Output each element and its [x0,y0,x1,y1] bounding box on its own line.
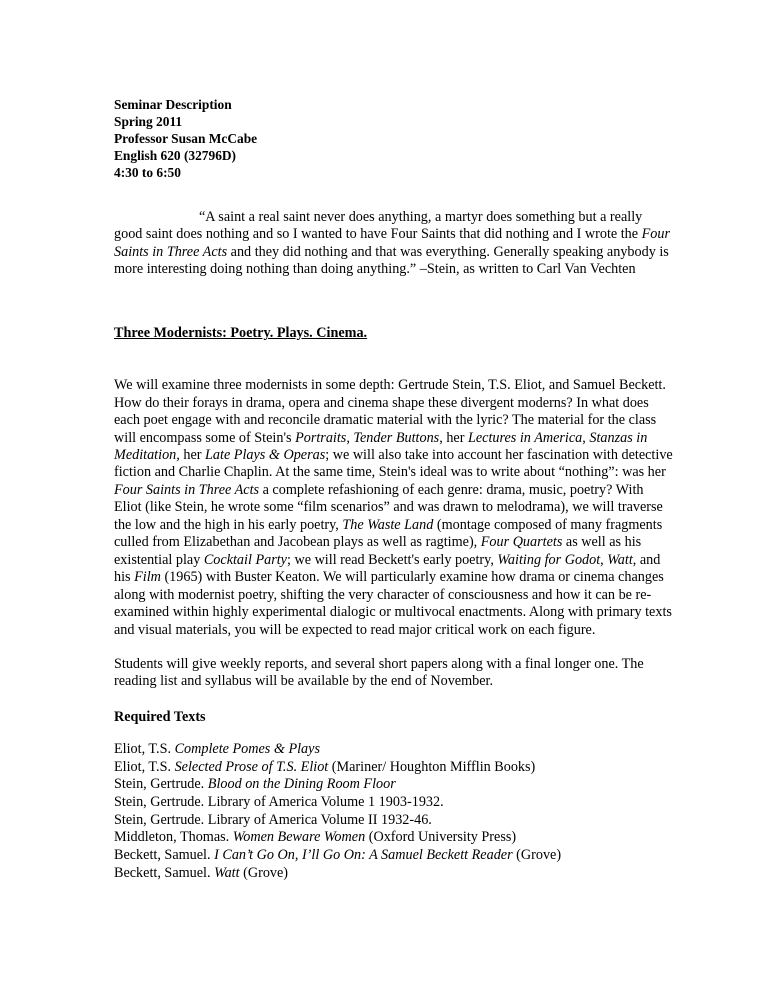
text-title: Watt [214,864,240,881]
desc-title: Waiting for Godot [497,551,601,568]
text-title: Complete Pomes & Plays [174,740,320,757]
text-title: Women Beware Women [232,829,366,846]
desc-text: ; we will also take into account her fascination with detective fiction and Charlie Chaplin. At the same time, Stein's ideal was to write about “nothing”: was her [114,447,673,481]
text-publisher: (Grove) [512,847,562,864]
list-item [114,776,674,794]
section-title: Three Modernists: Poetry. Plays. Cinema. [114,325,368,342]
text-author: Eliot, T.S. [114,740,175,757]
desc-title: Film [134,569,161,586]
text-author: Stein, Gertrude. [114,776,208,793]
text-author: Beckett, Samuel. [114,847,215,864]
course-description [114,377,674,639]
seminar-header [114,96,674,181]
quote-part-1: “A saint a real saint never does anything, a martyr does something but a really good saint does nothing and so I wanted to have Four Saints that did nothing and I wrote the [114,209,643,243]
list-item [114,829,674,847]
text-author: Eliot, T.S. [114,758,175,775]
list-item [114,741,674,759]
desc-text: (montage composed of many fragments culled from Elizabethan and Jacobean plays as well as ragtime), [114,516,663,551]
list-item [114,847,674,865]
required-texts-heading: Required Texts [114,708,206,725]
header-professor: Professor Susan McCabe [114,131,258,146]
header-seminar-description: Seminar Description [114,97,232,112]
desc-text: , her [439,429,468,446]
text-publisher: (Oxford University Press) [365,829,517,846]
required-texts-list [114,741,674,883]
quote-title: Four Saints in Three Acts [114,226,670,260]
desc-title: Four Saints in Three Acts [114,481,260,498]
list-item [114,812,674,830]
desc-title: Stanzas in Meditation, [114,429,648,463]
document-page [114,96,674,883]
list-item [114,865,674,883]
desc-title: Four Quartets [480,534,563,551]
list-item [114,759,674,777]
text-title: Selected Prose of T.S. Eliot [174,758,329,775]
text-publisher: Library of America Volume 1 1903-1932. [207,794,444,810]
desc-title: Lectures in America [467,429,583,446]
text-publisher: (Grove) [239,864,289,881]
desc-title: Portraits, Tender Buttons [295,429,440,446]
list-item [114,794,674,812]
desc-text: , [582,429,590,446]
assignments-paragraph: Students will give weekly reports, and several short papers along with a final longer one. The reading list and syllabus will be available by the end of November. [114,655,644,690]
desc-text: her [179,447,206,463]
text-author: Middleton, Thomas. [114,829,233,846]
header-time: 4:30 to 6:50 [114,165,181,180]
header-term: Spring 2011 [114,114,183,129]
desc-title: The Waste Land [342,516,434,533]
desc-text: , and his [114,551,661,586]
desc-title: Cocktail Party [203,551,287,568]
text-author: Stein, Gertrude. [114,794,208,810]
text-publisher: (Mariner/ Houghton Mifflin Books) [328,758,536,775]
desc-text: as well as his existential play [114,534,642,568]
desc-text: We will examine three modernists in some depth: Gertrude Stein, T.S. Eliot, and Samuel Beckett. How do their forays in drama, opera and cinema shape these divergent moderns? In what does each poet engage with and reconcile dramatic material with the lyric? The material for the class will encompass some of Stein's [114,377,666,446]
text-title: Blood on the Dining Room Floor [207,776,396,793]
header-course-number: English 620 (32796D) [114,148,237,163]
desc-text: (1965) with Buster Keaton. We will particularly examine how drama or cinema changes along with modernist poetry, shifting the very character of consciousness and how it can be re-examined within highly experimental dialogic or multivocal enactments. Along with primary texts and visual materials, you will be expected to read major critical work on each figure. [114,569,672,638]
desc-title: Watt [607,551,633,568]
text-author: Beckett, Samuel. [114,864,215,881]
desc-title: Late Plays & Operas [205,447,326,463]
text-title: I Can’t Go On, I’ll Go On: A Samuel Beckett Reader [214,847,513,864]
epigraph-quote [114,209,674,278]
text-author: Stein, Gertrude. [114,811,208,828]
desc-text: a complete refashioning of each genre: drama, music, poetry? With Eliot (like Stein, he wrote some “film scenarios” and was drawn to melodrama), we will traverse the low and the high in his early poetry, [114,481,663,533]
desc-text: , [600,551,608,568]
text-publisher: Library of America Volume II 1932-46. [207,811,432,828]
desc-text: ; we will read Beckett's early poetry, [286,551,498,568]
quote-part-2: and they did nothing and that was everything. Generally speaking anybody is more interesting doing nothing than doing anything.” –Stein, as written to Carl Van Vechten [114,243,669,277]
